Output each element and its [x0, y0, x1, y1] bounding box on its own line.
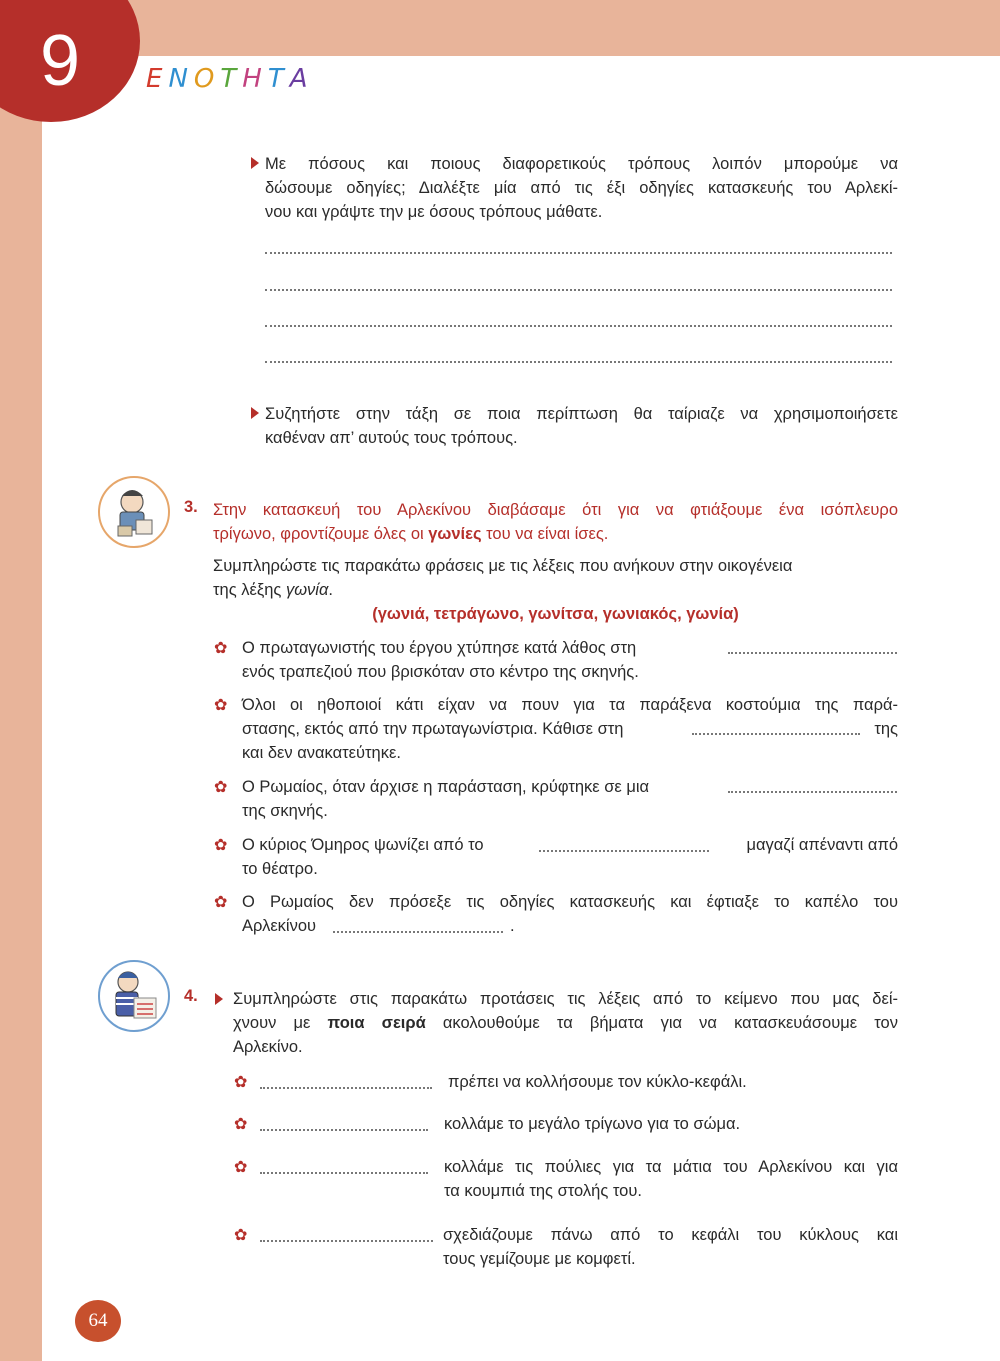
unit-letter: Η: [242, 64, 268, 94]
text-line: Στην κατασκευή του Αρλεκίνου διαβάσαμε ότι για να φτιάξουμε ένα ισόπλευρο: [213, 501, 898, 519]
text-line: κολλάμε τις πούλιες για τα μάτια του Αρλεκίνου και για: [444, 1158, 898, 1176]
exercise4-item: κολλάμε το μεγάλο τρίγωνο για το σώμα.: [444, 1115, 741, 1133]
text-line: [242, 914, 898, 938]
text-line: Όλοι οι ηθοποιοί κάτι είχαν να πουν για τα παράξενα κοστούμια της παρά-: [242, 696, 898, 714]
text-line: Ο Ρωμαίος δεν πρόσεξε τις οδηγίες κατασκευής και έφτιαξε το καπέλο του: [242, 893, 898, 911]
text-line: Με πόσους και ποιους διαφορετικούς τρόπους λοιπόν μπορούμε να: [265, 155, 898, 173]
keyword: γωνία: [285, 581, 329, 599]
text-line: [233, 1011, 898, 1035]
text-line: [242, 717, 898, 741]
keyword: ποια σειρά: [327, 1014, 426, 1032]
text-line: τα κουμπιά της στολής του.: [444, 1182, 642, 1200]
text-line: και δεν ανακατεύτηκε.: [242, 744, 401, 762]
exercise4-item: πρέπει να κολλήσουμε τον κύκλο-κεφάλι.: [448, 1073, 747, 1091]
text-span: μαγαζί απέναντι από: [746, 836, 898, 854]
child-with-sign-icon: [98, 960, 170, 1032]
exercise3-intro: [213, 498, 898, 546]
text-line: Συμπληρώστε τις παρακάτω φράσεις με τις λέξεις που ανήκουν στην οικογένεια: [213, 557, 793, 575]
unit-letter: Ν: [168, 64, 194, 94]
unit-letter: Τ: [220, 64, 243, 94]
blank-field[interactable]: [728, 652, 897, 654]
text-line: [213, 522, 898, 546]
text-span: Ο κύριος Όμηρος ψωνίζει από το: [242, 836, 484, 854]
bullet2-text: [265, 402, 898, 450]
text-line: Συζητήστε στην τάξη σε ποια περίπτωση θα ταίριαζε να χρησιμοποιήσετε: [265, 405, 898, 423]
blank-field[interactable]: [692, 733, 860, 735]
text-span: .: [328, 581, 333, 599]
flower-bullet-icon: ✿: [234, 1227, 248, 1244]
unit-letter: Ο: [193, 64, 221, 94]
blank-field[interactable]: [333, 931, 503, 933]
blank-field[interactable]: [728, 791, 897, 793]
blank-field[interactable]: [539, 850, 709, 852]
blank-field[interactable]: [260, 1129, 428, 1131]
exercise3-item: [242, 636, 898, 684]
text-line: [242, 833, 898, 857]
blank-field[interactable]: [260, 1172, 428, 1174]
word-bank: (γωνιά, τετράγωνο, γωνίτσα, γωνιακός, γωνία): [372, 605, 739, 623]
text-line: το θέατρο.: [242, 860, 318, 878]
text-line: της σκηνής.: [242, 802, 328, 820]
text-span: χνουν με: [233, 1014, 328, 1032]
text-line: Ο πρωταγωνιστής του έργου χτύπησε κατά λάθος στη: [242, 639, 637, 657]
flower-bullet-icon: ✿: [214, 894, 228, 911]
exercise-number: 4.: [184, 987, 198, 1005]
text-line: σχεδιάζουμε πάνω από το κεφάλι του κύκλους και: [443, 1226, 898, 1244]
answer-line[interactable]: [265, 325, 892, 327]
text-line: καθέναν απ’ αυτούς τους τρόπους.: [265, 429, 518, 447]
text-span: Αρλεκίνου: [242, 917, 317, 935]
flower-bullet-icon: ✿: [214, 640, 228, 657]
text-span: της λέξης: [213, 581, 286, 599]
unit-number: 9: [40, 21, 81, 101]
text-span: της: [874, 720, 898, 738]
exercise3-instructions: [213, 554, 898, 602]
flower-bullet-icon: ✿: [214, 697, 228, 714]
child-illustration: [100, 478, 168, 546]
flower-bullet-icon: ✿: [234, 1116, 248, 1133]
exercise3-item: [242, 693, 898, 765]
exercise3-item: [242, 833, 898, 881]
text-span: τρίγωνο, φροντίζουμε όλες οι: [213, 525, 429, 543]
child-reading-icon: [98, 476, 170, 548]
flower-bullet-icon: ✿: [234, 1159, 248, 1176]
exercise3-item: [242, 775, 898, 823]
text-line: τους γεμίζουμε με κομφετί.: [443, 1250, 636, 1268]
exercise4-item: [444, 1155, 898, 1203]
top-border: [0, 0, 1000, 56]
answer-line[interactable]: [265, 361, 892, 363]
text-line: Ο Ρωμαίος, όταν άρχισε η παράσταση, κρύφτηκε σε μια: [242, 778, 650, 796]
answer-line[interactable]: [265, 252, 892, 254]
bullet-icon: [251, 407, 259, 419]
bullet-icon: [215, 993, 223, 1005]
unit-letter: Α: [289, 64, 314, 94]
bullet1-text: [265, 152, 898, 224]
side-border: [0, 0, 42, 1361]
unit-letter: Τ: [267, 64, 290, 94]
exercise-number: 3.: [184, 498, 198, 516]
keyword: γωνίες: [428, 525, 482, 543]
exercise4-intro: [233, 987, 898, 1059]
text-span: του να είναι ίσες.: [481, 525, 609, 543]
text-line: [213, 578, 898, 602]
flower-bullet-icon: ✿: [214, 779, 228, 796]
flower-bullet-icon: ✿: [234, 1074, 248, 1091]
text-line: νου και γράψτε την με όσους τρόπους μάθατε.: [265, 203, 603, 221]
exercise4-item: [443, 1223, 898, 1271]
unit-title: [146, 64, 314, 94]
flower-bullet-icon: ✿: [214, 837, 228, 854]
text-line: δώσουμε οδηγίες; Διαλέξτε μία από τις έξι οδηγίες κατασκευής του Αρλεκί-: [265, 179, 898, 197]
unit-letter: Ε: [146, 64, 169, 94]
text-span: ακολουθούμε τα βήματα για να κατασκευάσουμε τον: [425, 1014, 898, 1032]
text-line: Συμπληρώστε στις παρακάτω προτάσεις τις λέξεις από το κείμενο που μας δεί-: [233, 990, 898, 1008]
text-span: στασης, εκτός από την πρωταγωνίστρια. Κάθισε στη: [242, 720, 624, 738]
page-number: 64: [75, 1300, 121, 1342]
text-line: Αρλεκίνο.: [233, 1038, 303, 1056]
answer-line[interactable]: [265, 289, 892, 291]
text-line: ενός τραπεζιού που βρισκόταν στο κέντρο της σκηνής.: [242, 663, 639, 681]
blank-field[interactable]: [260, 1240, 433, 1242]
child-illustration: [100, 962, 168, 1030]
blank-field[interactable]: [260, 1087, 432, 1089]
bullet-icon: [251, 157, 259, 169]
text-span: .: [510, 917, 515, 935]
